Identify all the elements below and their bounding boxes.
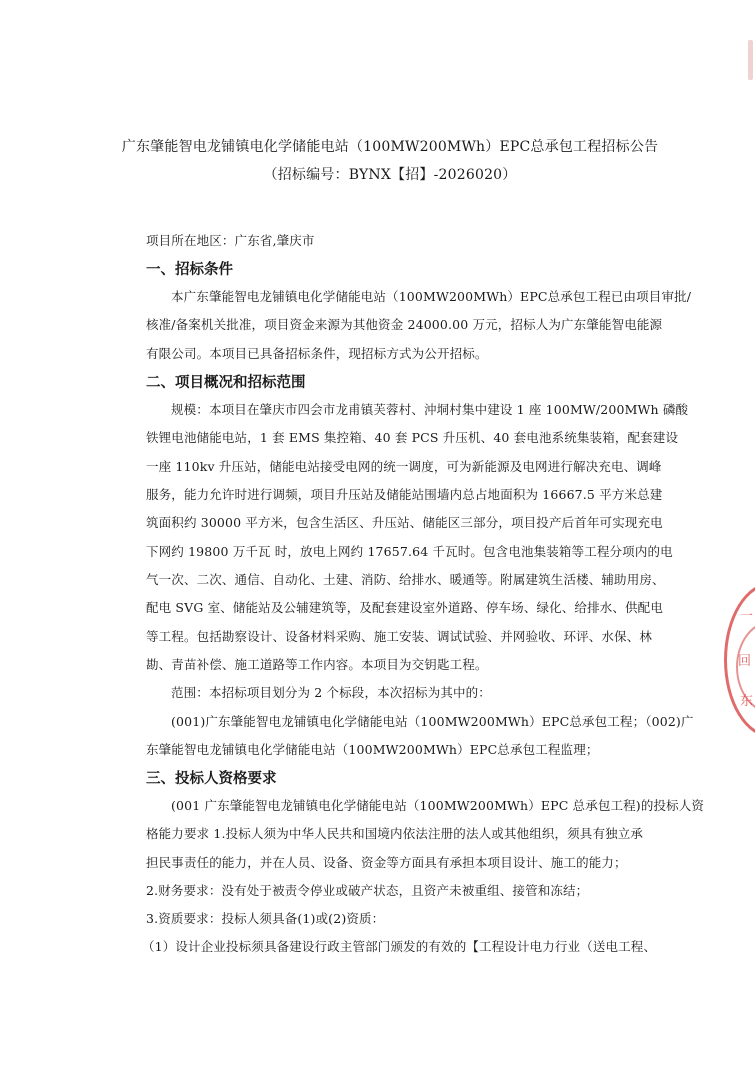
scale-line: 服务，能力允许时进行调频，项目升压站及储能站围墙内总占地面积为 16667.5 平方米总建 (146, 487, 663, 502)
section3-line: (001 广东肇能智电龙铺镇电化学储能电站（100MW200MWh）EPC 总承包工程)的投标人资 (171, 798, 705, 813)
scan-artifact (748, 40, 753, 80)
section3-line: （1）设计企业投标须具备建设行政主管部门颁发的有效的【工程设计电力行业（送电工程、 (142, 939, 657, 954)
section1-line: 本广东肇能智电龙铺镇电化学储能电站（100MW200MWh）EPC总承包工程已由项目审批/ (171, 289, 692, 304)
section1-line: 有限公司。本项目已具备招标条件，现招标方式为公开招标。 (146, 346, 488, 361)
scale-line: 铁锂电池储能电站，1 套 EMS 集控箱、40 套 PCS 升压机、40 套电池系统集装箱，配套建设 (146, 430, 679, 445)
project-location: 项目所在地区：广东省,肇庆市 (146, 233, 315, 248)
scale-line: 筑面积约 30000 平方米，包含生活区、升压站、储能区三部分，项目投产后首年可实现充电 (146, 515, 663, 530)
stamp-char: 一 (740, 609, 754, 624)
section3-line: 担民事责任的能力，并在人员、设备、资金等方面具有承担本项目设计、施工的能力； (146, 855, 627, 870)
scale-line: 下网约 19800 万千瓦 时，放电上网约 17657.64 千瓦时。包含电池集装箱等工程分项内的电 (146, 544, 673, 559)
scale-line: 一座 110kv 升压站，储能电站接受电网的统一调度，可为新能源及电网进行解决充电、调峰 (146, 459, 662, 474)
section3-line: 2.财务要求：没有处于被责令停业或破产状态，且资产未被重组、接管和冻结； (146, 883, 589, 898)
stamp-char: 东 (740, 694, 754, 709)
section1-heading: 一、招标条件 (146, 262, 233, 278)
scale-line: 配电 SVG 室、储能站及公辅建筑等，及配套建设室外道路、停车场、绿化、给排水、供配电 (146, 600, 663, 615)
section2-heading: 二、项目概况和招标范围 (146, 375, 306, 391)
stamp-char: 回 (738, 654, 752, 669)
section3-heading: 三、投标人资格要求 (146, 771, 277, 787)
scale-line: 规模：本项目在肇庆市四会市龙甫镇芙蓉村、沖垌村集中建设 1 座 100MW/200MWh 磷酸 (171, 402, 689, 417)
section1-line: 核准/备案机关批准，项目资金来源为其他资金 24000.00 万元，招标人为广东肇能智电能源 (146, 317, 663, 332)
range-line: (001)广东肇能智电龙铺镇电化学储能电站（100MW200MWh）EPC总承包工程；（002)广 (171, 714, 694, 729)
range-line: 范围：本招标项目划分为 2 个标段，本次招标为其中的： (171, 685, 491, 700)
section3-line: 3.资质要求：投标人须具备(1)或(2)资质： (146, 911, 385, 926)
tender-number: （招标编号：BYNX【招】-2026020） (263, 167, 517, 183)
scale-line: 气一次、二次、通信、自动化、土建、消防、给排水、暖通等。附属建筑生活楼、辅助用房、 (146, 572, 665, 587)
range-line: 东肇能智电龙铺镇电化学储能电站（100MW200MWh）EPC总承包工程监理； (146, 742, 599, 757)
scale-line: 勘、青苗补偿、施工道路等工作内容。本项目为交钥匙工程。 (146, 657, 488, 672)
section3-line: 格能力要求 1.投标人须为中华人民共和国境内依法注册的法人或其他组织，须具有独立承 (146, 826, 644, 841)
document-title: 广东肇能智电龙铺镇电化学储能电站（100MW200MWh）EPC总承包工程招标公告 (121, 139, 659, 155)
scale-line: 等工程。包括勘察设计、设备材料采购、施工安装、调试试验、并网验收、环评、水保、林 (146, 629, 653, 644)
